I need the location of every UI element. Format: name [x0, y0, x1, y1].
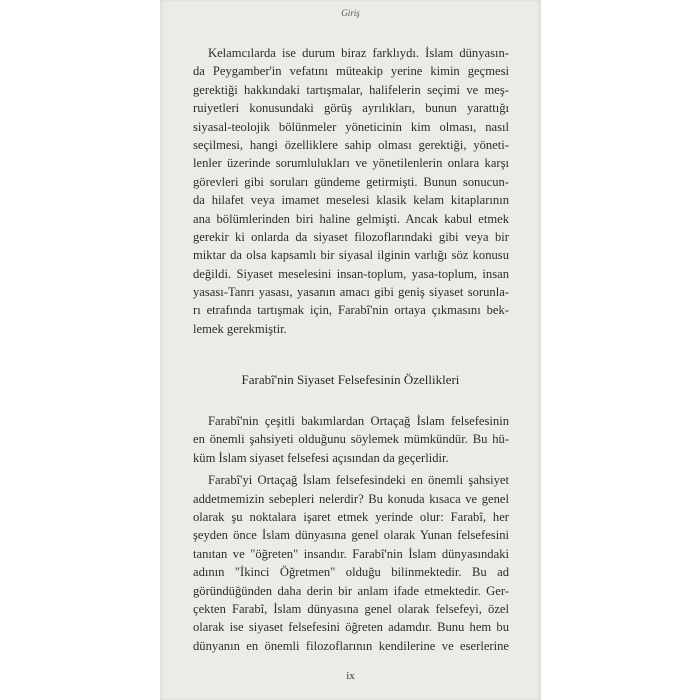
text-line: görevleri gibi soruları gündeme getirmişti. Bunun sonucun-	[193, 174, 509, 189]
section-heading: Farabî'nin Siyaset Felsefesinin Özellikleri	[241, 372, 460, 387]
page-number: ix	[346, 670, 355, 682]
text-line: da Peygamber'in vefatını müteakip yerine kimin geçmesi	[193, 64, 509, 79]
text-line: gerektiği hakkındaki tartışmalar, halifelerin seçimi ve meş-	[193, 82, 509, 97]
text-line: gerekir ki onlarda da siyaset filozoflarındaki gibi veya bir	[193, 229, 509, 244]
text-line: Farabî'nin çeşitli bakımlardan Ortaçağ İslam felsefesinin	[208, 414, 509, 428]
book-page	[160, 0, 541, 700]
text-line: en önemli şahsiyeti olduğunu söylemek mümkündür. Bu hü-	[193, 432, 509, 447]
text-line: göründüğünden daha derin bir anlam ifade etmektedir. Ger-	[193, 583, 509, 598]
text-line: tanıtan ve "öğreten" insandır. Farabî'nin İslam dünyasındaki	[193, 546, 509, 561]
running-head: Giriş	[341, 8, 360, 18]
text-line: da hilafet veya imamet meselesi klasik kelam kitaplarının	[193, 193, 509, 208]
text-line: şeyden önce İslam dünyasına genel olarak Yunan felsefesini	[193, 528, 509, 543]
text-line: miktar da olsa kapsamlı bir siyasal ilginin varlığı söz konusu	[193, 248, 509, 263]
text-line: olarak ise siyaset felsefesini öğreten adamdır. Bunu hem bu	[193, 620, 509, 635]
text-line: Farabî'yi Ortaçağ İslam felsefesindeki en önemli şahsiyet	[208, 473, 509, 488]
text-line: seçilmesi, hangi özelliklere sahip olması gerektiği, yöneti-	[193, 137, 509, 152]
text-line: küm İslam siyaset felsefesi açısından da geçerlidir.	[193, 450, 449, 465]
text-line: olarak şu noktalara işaret etmek yerinde olur: Farabî, her	[193, 509, 509, 524]
text-line: addetmemizin sebepleri nelerdir? Bu konuda kısaca ve genel	[193, 491, 509, 506]
text-line: rı etrafında tartışmak için, Farabî'nin ortaya çıkmasını bek-	[193, 303, 509, 318]
text-line: siyasal-teolojik bölünmeler yöneticinin kim olması, nasıl	[193, 119, 509, 134]
paragraph-kelamcilar	[193, 44, 509, 338]
section-body	[193, 412, 509, 655]
text-line: yasası-Tanrı yasası, yasanın amacı gibi geniş siyaset sorunla-	[193, 285, 509, 300]
text-line: çekten Farabî, İslam dünyasına genel olarak felsefeyi, özel	[193, 601, 509, 616]
text-line: lenler üzerinde sorumlulukları ve yönetilenlerin onlara karşı	[193, 156, 509, 171]
text-line: lemek gerekmiştir.	[193, 321, 287, 336]
text-line: ana bölümlerinden biri haline gelmişti. Ancak kabul etmek	[193, 211, 509, 226]
text-line: adının "İkinci Öğretmen" olduğu bilinmektedir. Bu ad	[193, 565, 509, 580]
text-line: dünyanın en önemli filozoflarının kendilerine ve eserlerine	[193, 638, 509, 653]
text-line: ruiyetleri konusundaki görüş ayrılıkları, bunun yarattığı	[193, 101, 509, 116]
text-line: Kelamcılarda ise durum biraz farklıydı. İslam dünyasın-	[208, 46, 509, 60]
text-line: değildi. Siyaset meselesini insan-toplum, yasa-toplum, insan	[193, 266, 509, 281]
